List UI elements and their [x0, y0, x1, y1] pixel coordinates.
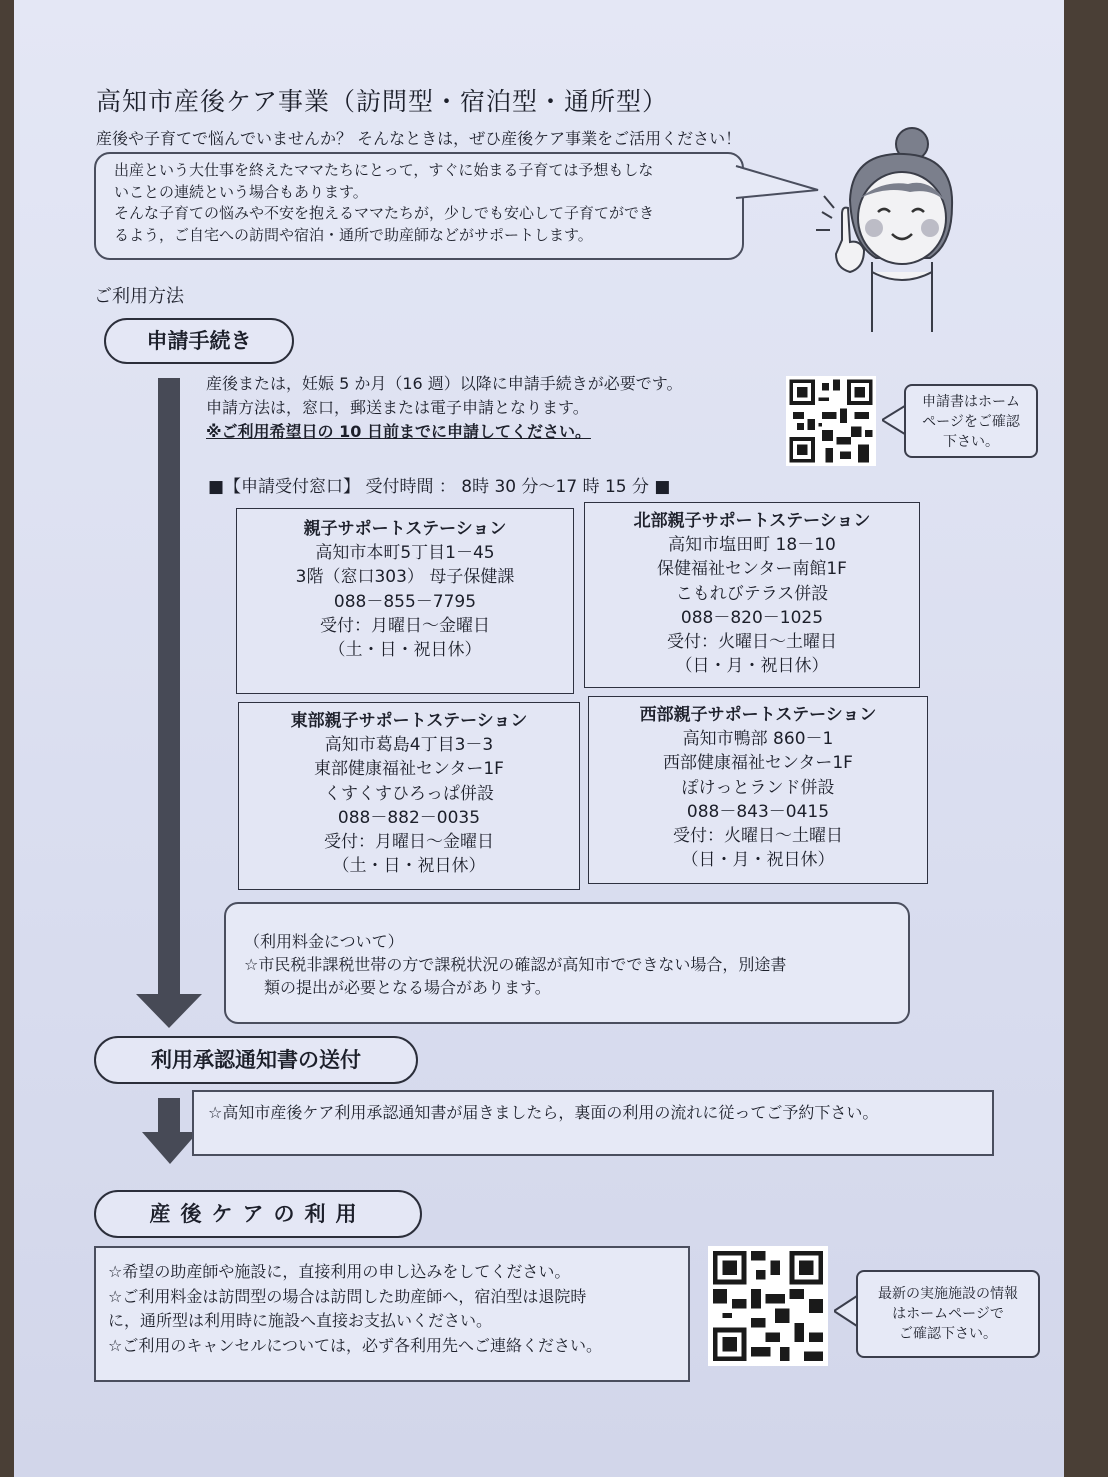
step-use: 産後ケアの利用: [94, 1190, 422, 1238]
page-title: 高知市産後ケア事業（訪問型・宿泊型・通所型）: [96, 87, 669, 116]
office-annex: ぽけっとランド併設: [681, 777, 835, 798]
fee-line: 類の提出が必要となる場合があります。: [264, 978, 551, 997]
nurse-illustration: [812, 122, 962, 332]
office-address: 高知市塩田町 18－10: [668, 535, 836, 556]
office-phone: 088－882－0035: [337, 807, 481, 828]
qr-note-line: 最新の実施施設の情報: [878, 1286, 1018, 1302]
office-box-north: [584, 502, 920, 688]
application-text: [206, 372, 683, 444]
flow-arrow-shaft-1: [158, 378, 180, 998]
office-phone: 088－843－0415: [686, 801, 830, 822]
office-address: 高知市鴨部 860－1: [682, 729, 834, 750]
office-name: 西部親子サポートステーション: [639, 705, 877, 725]
office-closed: （日・月・祝日休）: [675, 656, 829, 677]
office-phone: 088－820－1025: [680, 607, 824, 628]
office-building: 東部健康福祉センター1F: [314, 759, 504, 780]
application-qr-note: [904, 384, 1038, 458]
office-box-east: [238, 702, 580, 890]
reception-hours: ■【申請受付窓口】 受付時間 ： 8時 30 分～17 時 15 分 ■: [208, 477, 671, 497]
application-line: 申請方法は，窓口，郵送または電子申請となります。: [206, 398, 589, 417]
intro-line: そんな子育ての悩みや不安を抱えるママたちが，少しでも安心して子育てができ: [114, 204, 655, 222]
office-floor: 3階（窓口303） 母子保健課: [295, 567, 515, 588]
office-days: 受付：月曜日～金曜日: [320, 615, 490, 636]
office-address: 高知市葛島4丁目3－3: [324, 735, 494, 756]
office-days: 受付：月曜日～金曜日: [324, 832, 494, 853]
office-closed: （土・日・祝日休）: [332, 856, 486, 877]
office-name: 親子サポートステーション: [303, 519, 507, 539]
fee-text: [244, 930, 884, 999]
office-days: 受付：火曜日～土曜日: [667, 632, 837, 653]
notice-text: ☆高知市産後ケア利用承認通知書が届きましたら，裏面の利用の流れに従ってご予約下さい。: [208, 1103, 879, 1122]
qr-code-icon[interactable]: [786, 376, 876, 466]
qr-note-line: ご確認下さい。: [899, 1326, 997, 1342]
office-phone: 088－855－7795: [333, 591, 477, 612]
speech-bubble-tail: [734, 160, 824, 210]
intro-line: 出産という大仕事を終えたママたちにとって，すぐに始まる子育ては予想もしな: [114, 161, 654, 179]
application-deadline: ※ご利用希望日の 10 日前までに申請してください。: [206, 422, 591, 441]
use-line: に，通所型は利用時に施設へ直接お支払いください。: [108, 1311, 493, 1330]
use-text: [108, 1260, 688, 1358]
qr-note-line: ページをご確認: [922, 414, 1020, 430]
office-name: 北部親子サポートステーション: [633, 511, 871, 531]
use-qr-note: [856, 1270, 1040, 1358]
office-address: 高知市本町5丁目1－45: [315, 543, 495, 564]
office-annex: こもれびテラス併設: [675, 583, 829, 604]
intro-line: いことの連続という場合もあります。: [114, 182, 368, 201]
how-to-use-heading: ご利用方法: [94, 286, 184, 307]
office-box-west: [588, 696, 928, 884]
use-line: ☆希望の助産師や施設に，直接利用の申し込みをしてください。: [108, 1262, 571, 1281]
intro-line: るよう，ご自宅への訪問や宿泊・通所で助産師などがサポートします。: [114, 225, 593, 244]
step-apply: 申請手続き: [104, 318, 294, 364]
use-line: ☆ご利用のキャンセルについては，必ず各利用先へご連絡ください。: [108, 1335, 603, 1355]
office-closed: （日・月・祝日休）: [681, 850, 835, 871]
office-building: 西部健康福祉センター1F: [663, 753, 853, 774]
qr-note-line: 申請書はホーム: [922, 394, 1020, 410]
office-closed: （土・日・祝日休）: [328, 640, 482, 661]
qr-note-line: はホームページで: [892, 1306, 1004, 1322]
office-days: 受付：火曜日～土曜日: [673, 826, 843, 847]
step-notice: 利用承認通知書の送付: [94, 1036, 418, 1084]
fee-heading: （利用料金について）: [244, 932, 404, 951]
intro-text: [114, 160, 734, 246]
fee-line: ☆市民税非課税世帯の方で課税状況の確認が高知市でできない場合，別途書: [244, 955, 787, 974]
down-arrow-icon: [136, 994, 202, 1030]
flow-arrow-shaft-2: [158, 1098, 180, 1134]
lead-text: 産後や子育てで悩んでいませんか？ そんなときは，ぜひ産後ケア事業をご活用ください！: [96, 129, 742, 148]
office-annex: くすくすひろっぱ併設: [324, 783, 494, 804]
office-building: 保健福祉センター南館1F: [657, 559, 847, 580]
qr-code-icon[interactable]: [708, 1246, 828, 1366]
use-line: ☆ご利用料金は訪問型の場合は訪問した助産師へ，宿泊型は退院時: [108, 1286, 587, 1306]
down-arrow-icon: [142, 1132, 198, 1166]
office-box-main: [236, 508, 574, 694]
qr-note-line: 下さい。: [943, 434, 999, 450]
application-line: 産後または，妊娠 5 か月（16 週）以降に申請手続きが必要です。: [206, 374, 683, 393]
office-name: 東部親子サポートステーション: [290, 711, 528, 731]
